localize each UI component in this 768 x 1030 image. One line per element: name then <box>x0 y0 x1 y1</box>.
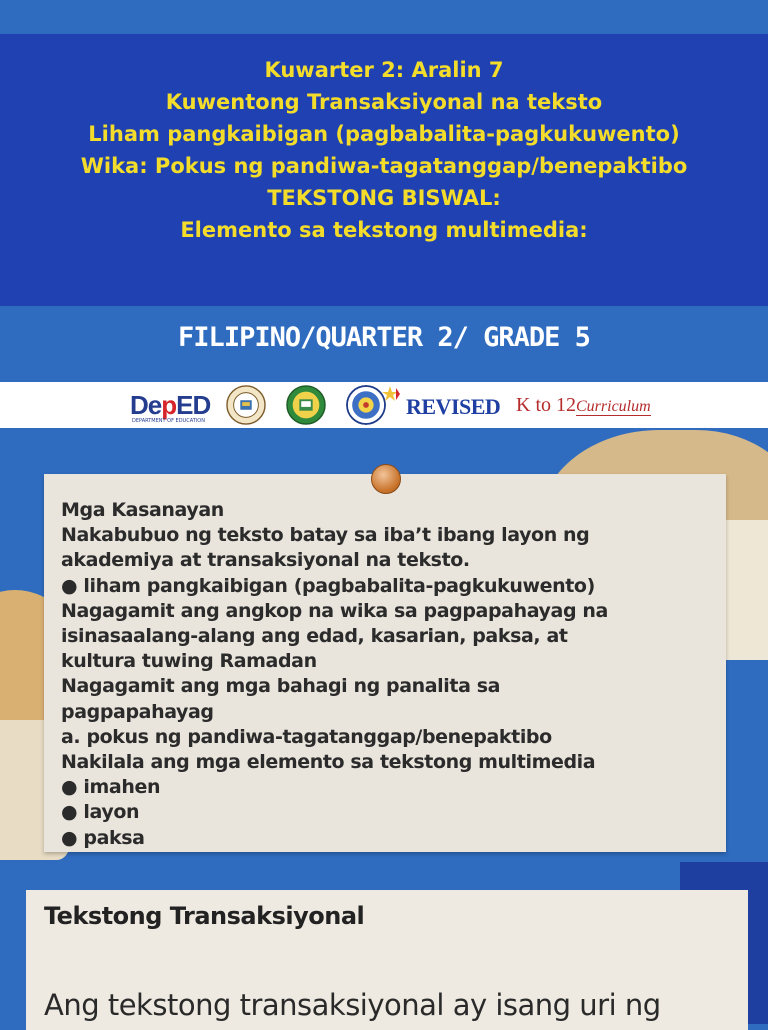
skill-text-line: akademiya at transaksiyonal na teksto. <box>61 549 470 572</box>
school-seal-1-icon <box>226 385 266 425</box>
skill-bullet-line: ● paksa <box>61 826 145 849</box>
skill-bullet-line: ● layon <box>61 801 140 824</box>
section-body-text: Ang tekstong transaksiyonal ay isang uri ng <box>44 988 661 1022</box>
header-line-multimedia: Elemento sa tekstong multimedia: <box>180 218 588 242</box>
deped-logo: DepED <box>130 390 211 420</box>
subject-band <box>0 306 768 382</box>
k12-curriculum-logo: K to 12Curriculum <box>516 394 651 416</box>
skill-text-line: Nagagamit ang angkop na wika sa pagpapahayag na <box>61 599 608 622</box>
skill-bullet-line: ● imahen <box>61 776 161 799</box>
logo-strip <box>0 382 768 428</box>
header-line-language: Wika: Pokus ng pandiwa-tagatanggap/benepaktibo <box>80 154 688 178</box>
skills-heading: Mga Kasanayan <box>61 499 224 521</box>
title-lines <box>0 54 768 246</box>
header-line-visual-text: TEKSTONG BISWAL: <box>267 186 501 210</box>
skill-text-line: pagpapahayag <box>61 700 214 723</box>
skill-text-line: Nakabubuo ng teksto batay sa iba’t ibang layon ng <box>61 524 590 547</box>
star-ribbon-icon <box>376 384 406 404</box>
top-band <box>0 0 768 34</box>
section-title: Tekstong Transaksiyonal <box>44 902 365 930</box>
school-seal-2-icon <box>286 385 326 425</box>
header-line-quarter-lesson: Kuwarter 2: Aralin 7 <box>264 58 504 82</box>
title-header <box>0 34 768 306</box>
skill-text-line: Nakilala ang mga elemento sa tekstong multimedia <box>61 751 596 774</box>
skills-list <box>61 498 608 851</box>
header-line-topic: Kuwentong Transaksiyonal na teksto <box>165 90 603 114</box>
deped-subtitle: DEPARTMENT OF EDUCATION <box>132 418 205 424</box>
skill-text-line: isinasaalang-alang ang edad, kasarian, paksa, at <box>61 625 568 648</box>
skill-text-line: Nagagamit ang mga bahagi ng panalita sa <box>61 675 501 698</box>
skills-note-card <box>44 474 726 852</box>
header-line-letter: Liham pangkaibigan (pagbabalita-pagkukuwento) <box>88 122 680 146</box>
revised-label: REVISED <box>406 394 501 419</box>
skill-bullet-line: ● liham pangkaibigan (pagbabalita-pagkukuwento) <box>61 574 595 597</box>
subject-grade-label: FILIPINO/QUARTER 2/ GRADE 5 <box>178 322 590 353</box>
transactional-text-card <box>26 890 748 1030</box>
pushpin-icon <box>371 464 401 494</box>
skill-text-line: a. pokus ng pandiwa-tagatanggap/benepaktibo <box>61 725 552 748</box>
skill-text-line: kultura tuwing Ramadan <box>61 650 317 673</box>
